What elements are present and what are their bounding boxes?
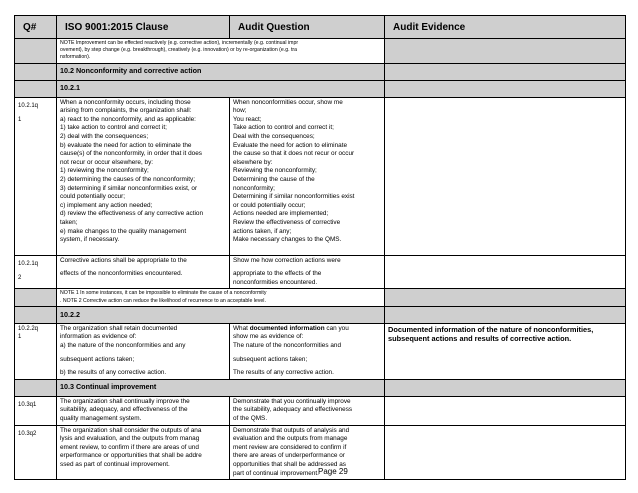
text-line: how; <box>233 107 247 115</box>
audit-evidence-text: Documented information of the nature of nonconformities, subsequent actions and results of corrective action. <box>385 323 626 379</box>
table-row <box>15 97 626 255</box>
note-10-2-1: NOTE 1 In some instances, it can be impossible to eliminate the cause of a nonconformity . NOTE 2 Corrective action can reduce the likelihood of recurrence to an acceptable level. <box>57 289 385 306</box>
question-id: 10.2.2q 1 <box>15 323 57 379</box>
text-line: cause(s) of the nonconformity, in order that it does <box>60 150 202 158</box>
text-line: not recur or occur elsewhere, by: <box>60 158 154 166</box>
text-line: Review the effectiveness of corrective <box>233 218 341 226</box>
audit-table <box>14 15 626 480</box>
clause-text: The organization shall retain documented information as evidence of: a) the nature of the nonconformities and any subsequent actions taken; b) the results of any corrective action. <box>57 323 230 379</box>
text-line: Deal with the consequences; <box>233 132 315 140</box>
header-row <box>15 16 626 39</box>
section-row-10-3 <box>15 379 626 396</box>
text-line: Reviewing the nonconformity; <box>233 167 317 175</box>
note-intro: NOTE Improvement can be effected reactively (e.g. corrective action), incrementally (e.g. continual impr ovement), by step change (e.g. breakthrough), creatively (e.g. innovation) or by re-organization (e.g. tra nsformation). <box>57 39 385 64</box>
header-evidence: Audit Evidence <box>385 16 626 39</box>
text-line: evaluation and the outputs from manage <box>233 435 348 443</box>
page-number: Page 29 <box>318 467 348 476</box>
text-line: e) make changes to the quality management <box>60 227 187 235</box>
text-line: ement review, to confirm if there are areas of und <box>60 443 199 451</box>
text-line: taken; <box>60 218 78 226</box>
text-line: nonconformity; <box>233 184 275 192</box>
audit-evidence-cell <box>385 396 626 425</box>
text-line: 2) deal with the consequences; <box>60 132 149 140</box>
audit-question-text: What documented information can you show me as evidence of: The nature of the nonconformities and subsequent actions taken; The results of any corrective action. <box>230 323 385 379</box>
text-line: elsewhere by: <box>233 158 273 166</box>
clause-text: The organization shall continually improve the suitability, adequacy, and effectiveness of the quality management system. <box>57 396 230 425</box>
text-line: opportunities that shall be addressed as <box>233 460 346 468</box>
audit-evidence-cell <box>385 425 626 480</box>
text-line: Determining the cause of the <box>233 175 315 183</box>
text-line: d) review the effectiveness of any corrective action <box>60 210 204 218</box>
section-title-10-3: 10.3 Continual improvement <box>57 379 385 396</box>
table-row <box>15 323 626 379</box>
subsection-row-10-2-2 <box>15 306 626 323</box>
text-line: Determining if similar nonconformities exist <box>233 193 355 201</box>
text-line: arising from complaints, the organization shall: <box>60 107 192 115</box>
text-line: When nonconformities occur, show me <box>233 98 343 106</box>
audit-evidence-cell <box>385 255 626 289</box>
clause-text <box>57 97 230 255</box>
section-title-10-2: 10.2 Nonconformity and corrective action <box>57 63 385 80</box>
audit-question-text: Show me how correction actions were appropriate to the effects of the nonconformities encountered. <box>230 255 385 289</box>
text-line: there are areas of underperformance or <box>233 452 345 460</box>
subsection-title-10-2-2: 10.2.2 <box>57 306 385 323</box>
audit-question-text <box>230 425 385 480</box>
clause-text: Corrective actions shall be appropriate to the effects of the nonconformities encountered. <box>57 255 230 289</box>
text-line: system, if necessary. <box>60 236 120 244</box>
text-line: could potentially occur; <box>60 193 126 201</box>
text-line: c) implement any action needed; <box>60 201 153 209</box>
question-id: 10.3q2 <box>15 425 57 480</box>
text-line: 1) reviewing the nonconformity; <box>60 167 149 175</box>
question-id: 10.2.1q 2 <box>15 255 57 289</box>
subsection-title-10-2-1: 10.2.1 <box>57 80 385 97</box>
text-line: or could potentially occur; <box>233 201 306 209</box>
text-line: When a nonconformity occurs, including those <box>60 98 191 106</box>
text-line: 1) take action to control and correct it; <box>60 124 167 132</box>
text-line: Take action to control and correct it; <box>233 124 334 132</box>
audit-evidence-cell <box>385 97 626 255</box>
header-question: Audit Question <box>230 16 385 39</box>
text-line: part of continual improvement. <box>233 469 319 477</box>
text-line: Demonstrate that outputs of analysis and <box>233 426 350 434</box>
text-line: b) evaluate the need for action to eliminate the <box>60 141 192 149</box>
text-line: actions taken, if any; <box>233 227 292 235</box>
text-line: Make necessary changes to the QMS. <box>233 236 342 244</box>
text-line: You react; <box>233 115 262 123</box>
header-q: Q# <box>15 16 57 39</box>
question-id: 10.3q1 <box>15 396 57 425</box>
clause-text <box>57 425 230 480</box>
header-clause: ISO 9001:2015 Clause <box>57 16 230 39</box>
note-intro-row <box>15 39 626 64</box>
text-line: 2) determining the causes of the nonconformity; <box>60 175 195 183</box>
note-row-10-2-1 <box>15 289 626 306</box>
audit-question-text: Demonstrate that you continually improve the suitability, adequacy and effectiveness of the QMS. <box>230 396 385 425</box>
text-line: a) react to the nonconformity, and as applicable: <box>60 115 196 123</box>
text-line: ssed as part of continual improvement. <box>60 460 170 468</box>
question-id: 10.2.1q 1 <box>15 97 57 255</box>
audit-question-text <box>230 97 385 255</box>
text-line: ment review are considered to confirm if <box>233 443 347 451</box>
text-line: 3) determining if similar nonconformities exist, or <box>60 184 198 192</box>
table-row <box>15 255 626 289</box>
text-line: erperformance or opportunities that shall be addre <box>60 452 202 460</box>
text-line: The organization shall consider the outputs of ana <box>60 426 202 434</box>
section-row-10-2 <box>15 63 626 80</box>
text-line: lysis and evaluation, and the outputs from manag <box>60 435 200 443</box>
subsection-row-10-2-1 <box>15 80 626 97</box>
text-line: Evaluate the need for action to eliminate <box>233 141 348 149</box>
text-line: Actions needed are implemented; <box>233 210 329 218</box>
table-row <box>15 396 626 425</box>
text-line: the cause so that it does not recur or occur <box>233 150 355 158</box>
